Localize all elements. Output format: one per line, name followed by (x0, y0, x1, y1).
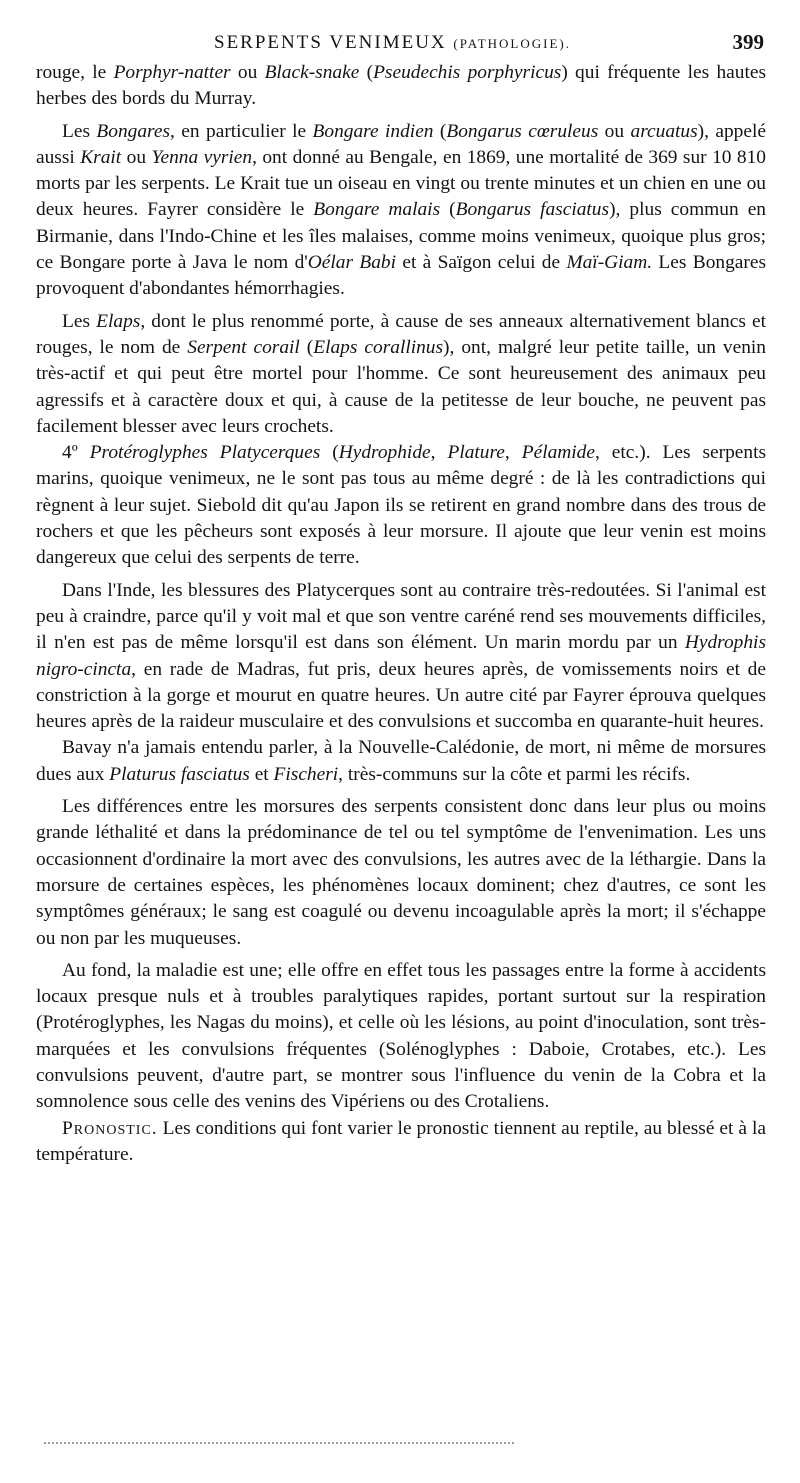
species-name: Bongarus cœruleus (446, 120, 599, 142)
paragraph-elaps (36, 309, 766, 440)
paragraph-bongares (36, 119, 766, 303)
text-run: Les conditions qui font varier le pronostic tiennent au reptile, au blessé et à la température. (36, 1117, 766, 1165)
species-name: Oélar Babi (307, 252, 396, 274)
species-name: Fischeri (273, 763, 339, 785)
body-text (36, 60, 766, 1168)
text-run: , en particulier le (170, 120, 313, 142)
footer-dotted-rule (44, 1442, 514, 1444)
text-run: , en rade de Madras, fut pris, deux heures après, de vomissements noirs et de constriction à la gorge et mourut en quatre heures. Un autre cité par Fayrer éprouva quelques heures après de la raideur musculaire et des convulsions et succomba en quarante-huit heures. (36, 658, 766, 733)
species-name: Hydrophide (338, 442, 431, 464)
text-run: Bavay n'a jamais entendu parler, à la Nouvelle-Calédonie, de mort, ni même de morsures dues aux (36, 737, 766, 785)
species-name: Elaps (96, 310, 141, 332)
text-run: , (430, 442, 448, 464)
paragraph-murray (36, 60, 766, 113)
species-name: Bongare indien (312, 120, 434, 142)
species-name: Yenna vyrien (151, 146, 253, 168)
page-number: 399 (732, 30, 764, 54)
species-name: Porphyr-natter (113, 62, 231, 83)
species-name: Bongares (96, 120, 171, 142)
text-run: et (249, 763, 274, 785)
text-run: , dont le plus renommé porte, à cause de ses anneaux alternativement blancs et rouges, le nom de (36, 310, 766, 358)
paragraph-au-fond (36, 958, 766, 1116)
text-run: ( (299, 336, 314, 358)
species-name: Maï-Giam. (566, 252, 653, 274)
text-run: Au fond, la maladie est une; elle offre en effet tous les passages entre la forme à accidents locaux presque nuls et à troubles paralytiques rapides, portant surtout sur la respiration (Protéroglyphes, les Nagas du moins), et celle où les lésions, au point d'inoculation, sont très-marquées et les convulsions fréquentes (Solénoglyphes : Daboie, Crotabes, etc.). Les convulsions peuvent, d'autre part, se montrer sous l'influence du venin de la Cobra et la somnolence sous celle des venins des Vipériens ou des Crotaliens. (36, 959, 766, 1113)
text-run: ( (433, 120, 447, 142)
running-title (214, 32, 571, 54)
text-run: , ont donné au Bengale, en 1869, une mortalité de 369 sur 10 810 morts par les serpents. Le Krait tue un oiseau en vingt ou trente minutes et un chien en une ou deux heures. Fayrer considère le (36, 146, 766, 221)
text-run: ( (320, 442, 339, 464)
section-heading-smallcaps: Pronostic. (62, 1117, 158, 1139)
running-header (36, 26, 766, 60)
species-name: Platurus fasciatus (109, 763, 250, 785)
text-run: ) qui fréquente les hautes herbes des bords du Murray. (36, 62, 766, 110)
species-name: Elaps corallinus (313, 336, 444, 358)
text-run: ou (598, 120, 631, 142)
species-name: Black-snake (264, 62, 360, 83)
text-run: ), appelé aussi (36, 120, 766, 168)
text-run: 4º (62, 442, 90, 464)
species-name: Krait (80, 146, 122, 168)
species-name: Bongare malais (313, 199, 441, 221)
text-run: et à Saïgon celui de (396, 252, 567, 274)
text-run: ( (440, 199, 456, 221)
paragraph-platycerques (36, 440, 766, 571)
text-run: Dans l'Inde, les blessures des Platycerques sont au contraire très-redoutées. Si l'animal est peu à craindre, parce qu'il y voit mal et que son ventre caréné rend ses mouvements difficiles, il n'en est pas de même lorsqu'il est dans son élément. Un marin mordu par un (36, 579, 766, 654)
species-name: Bongarus fasciatus (455, 199, 610, 221)
text-run: Les différences entre les morsures des serpents consistent donc dans leur plus ou moins grande léthalité et dans la prédominance de tel ou tel symptôme de l'envenimation. Les uns occasionnent d'ordinaire la mort avec des convulsions, les autres avec de la léthargie. Dans la morsure de certaines espèces, les phénomènes locaux dominent; chez d'autres, ce sont les symptômes généraux; le sang est coagulé ou devenu incoagulable après la mort; il s'échappe ou non par les muqueuses. (36, 796, 766, 949)
paragraph-bavay (36, 735, 766, 788)
species-name: Plature (447, 442, 505, 464)
text-run: , etc.). Les serpents marins, quoique venimeux, ne le sont pas tous au même degré : de là les contradictions qui règnent à leur sujet. Siebold dit qu'au Japon ils se retirent en grand nombre dans des trous de rochers et que les pêcheurs sont exposés à leur morsure. Il ajoute que leur venin est moins dangereux que celui des serpents de terre. (36, 442, 766, 569)
text-run: rouge, le (36, 62, 114, 83)
text-run: , très-communs sur la côte et parmi les récifs. (338, 763, 691, 785)
running-title-section: (PATHOLOGIE). (453, 36, 571, 51)
text-run: Les (62, 120, 97, 142)
section-heading-italic: Protéroglyphes Platycerques (89, 442, 321, 464)
species-name: Pseudechis porphyricus (373, 62, 562, 83)
text-run: ou (230, 62, 265, 83)
species-name: Serpent corail (187, 336, 300, 358)
text-run: ), ont, malgré leur petite taille, un venin très-actif et qui peut être mortel pour l'homme. Ce sont heureusement des animaux peu agressifs et à caractère doux et qui, à cause de la petitesse de leur bouche, ne peuvent pas facilement blesser avec leurs crochets. (36, 336, 766, 437)
species-name: Hydrophis nigro-cincta (36, 632, 766, 680)
running-title-main: SERPENTS VENIMEUX (214, 32, 447, 53)
text-run: ), plus commun en Birmanie, dans l'Indo-Chine et les îles malaises, comme moins venimeux, quoique plus gros; ce Bongare porte à Java le nom d' (36, 199, 766, 274)
text-run: Les Bongares provoquent d'abondantes hémorrhagies. (36, 252, 766, 300)
document-page (36, 26, 766, 1466)
species-name: arcuatus (630, 120, 698, 142)
text-run: ( (359, 62, 374, 83)
species-name: Pélamide (521, 442, 595, 464)
text-run: ou (121, 146, 152, 168)
text-run: , (504, 442, 522, 464)
paragraph-pronostic (36, 1116, 766, 1169)
paragraph-differences (36, 794, 766, 952)
paragraph-inde (36, 578, 766, 736)
text-run: Les (62, 310, 97, 332)
